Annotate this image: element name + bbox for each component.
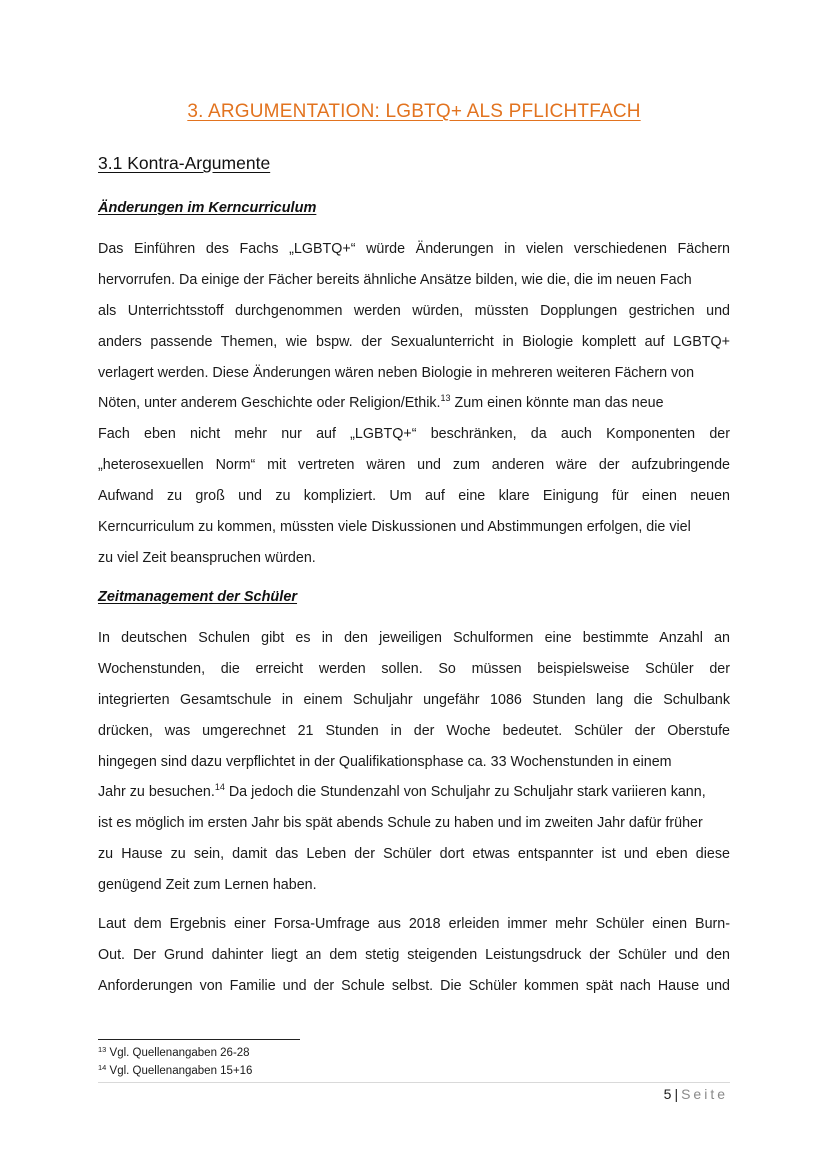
- text-line: anders passende Themen, wie bspw. der Sexualunterricht in Biologie komplett auf LGBTQ+: [98, 333, 730, 350]
- paragraph-kerncurriculum: [98, 234, 730, 574]
- text-line: Wochenstunden, die erreicht werden sollen. So müssen beispielsweise Schüler der: [98, 660, 730, 677]
- text-line: „heterosexuellen Norm“ mit vertreten wären und zum anderen wäre der aufzubringende: [98, 457, 730, 474]
- footnote-number: 13: [98, 1045, 107, 1054]
- text-line: ist es möglich im ersten Jahr bis spät abends Schule zu haben und im zweiten Jahr dafür früher: [98, 815, 703, 832]
- paragraph-burnout: [98, 909, 730, 1002]
- footnote-text: Vgl. Quellenangaben 26-28: [106, 1047, 250, 1059]
- text-line-with-footnote: [98, 777, 730, 808]
- text-segment: Da jedoch die Stundenzahl von Schuljahr zu Schuljahr stark variieren kann,: [224, 784, 706, 801]
- text-segment: Zum einen könnte man das neue: [450, 395, 664, 412]
- text-line: genügend Zeit zum Lernen haben.: [98, 877, 317, 894]
- text-line: verlagert werden. Diese Änderungen wären neben Biologie in mehreren weiteren Fächern von: [98, 364, 695, 381]
- text-line: Das Einführen des Fachs „LGBTQ+“ würde Änderungen in vielen verschiedenen Fächern: [98, 241, 730, 257]
- footer-divider: [98, 1082, 730, 1083]
- text-segment: Jahr zu besuchen.: [98, 784, 215, 801]
- footnote-ref-14: 14: [214, 782, 225, 793]
- text-line: zu Hause zu sein, damit das Leben der Schüler dort etwas entspannter ist und eben diese: [98, 846, 730, 863]
- footnote-divider: [98, 1039, 300, 1040]
- text-line: hervorrufen. Da einige der Fächer bereits ähnliche Ansätze bilden, wie die, die im neuen Fach: [98, 271, 692, 288]
- page-number-value: 5: [663, 1086, 672, 1102]
- text-line: Aufwand zu groß und zu kompliziert. Um auf eine klare Einigung für einen neuen: [98, 488, 730, 505]
- text-line: Laut dem Ergebnis einer Forsa-Umfrage aus 2018 erleiden immer mehr Schüler einen Burn-: [98, 916, 730, 932]
- subheading-zeitmanagement: Zeitmanagement der Schüler: [98, 589, 298, 605]
- text-line: integrierten Gesamtschule in einem Schuljahr ungefähr 1086 Stunden lang die Schulbank: [98, 691, 730, 708]
- text-line: hingegen sind dazu verpflichtet in der Qualifikationsphase ca. 33 Wochenstunden in einem: [98, 753, 672, 770]
- text-line: Out. Der Grund dahinter liegt an dem stetig steigenden Leistungsdruck der Schüler und den: [98, 946, 730, 963]
- text-line: als Unterrichtsstoff durchgenommen werden würden, müssten Dopplungen gestrichen und: [98, 302, 730, 319]
- subheading-kerncurriculum: Änderungen im Kerncurriculum: [98, 200, 317, 216]
- text-line: zu viel Zeit beanspruchen würden.: [98, 549, 316, 566]
- paragraph-zeitmanagement: [98, 623, 730, 901]
- text-line: Kerncurriculum zu kommen, müssten viele Diskussionen und Abstimmungen erfolgen, die viel: [98, 519, 691, 536]
- page-number: [664, 1086, 728, 1102]
- footnote-13: [98, 1047, 250, 1059]
- text-segment: Nöten, unter anderem Geschichte oder Religion/Ethik.: [98, 395, 441, 412]
- text-line: In deutschen Schulen gibt es in den jeweiligen Schulformen eine bestimmte Anzahl an: [98, 630, 730, 646]
- footnote-14: [98, 1065, 252, 1077]
- text-line: Fach eben nicht mehr nur auf „LGBTQ+“ beschränken, da auch Komponenten der: [98, 426, 730, 443]
- text-line: drücken, was umgerechnet 21 Stunden in der Woche bedeutet. Schüler der Oberstufe: [98, 722, 730, 739]
- chapter-title: 3. ARGUMENTATION: LGBTQ+ ALS PFLICHTFACH: [187, 101, 641, 122]
- page-label: Seite: [681, 1086, 728, 1102]
- page-number-separator: |: [674, 1086, 679, 1102]
- footnote-number: 14: [98, 1063, 107, 1072]
- text-line-with-footnote: [98, 388, 730, 419]
- section-title: 3.1 Kontra-Argumente: [98, 153, 271, 173]
- footnote-text: Vgl. Quellenangaben 15+16: [106, 1065, 253, 1077]
- footnote-ref-13: 13: [440, 393, 451, 404]
- text-line: Anforderungen von Familie und der Schule selbst. Die Schüler kommen spät nach Hause und: [98, 977, 730, 994]
